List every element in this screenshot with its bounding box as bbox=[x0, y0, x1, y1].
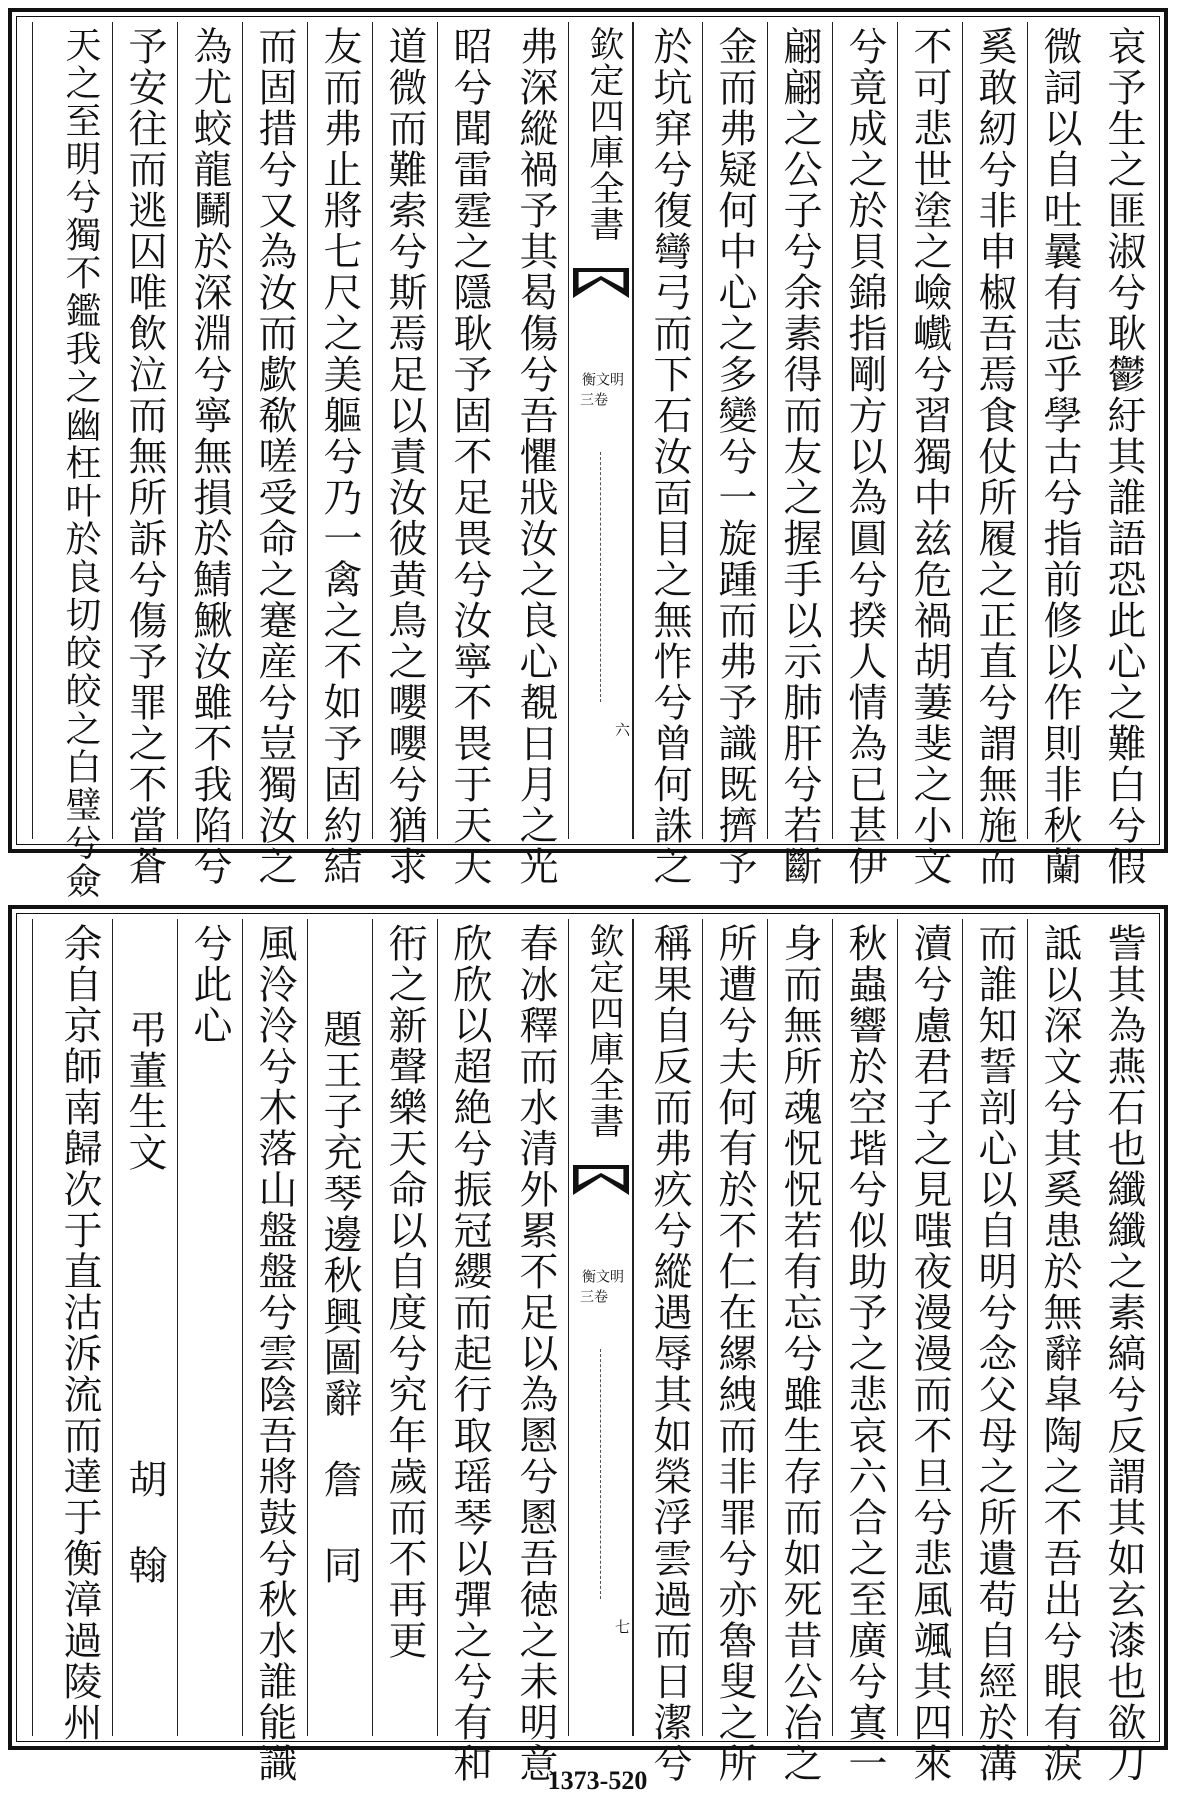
fold-divider bbox=[600, 1349, 601, 1599]
essay-title: 弔董生文 bbox=[122, 1009, 167, 1173]
text-column bbox=[437, 919, 502, 1784]
fold-divider bbox=[600, 452, 601, 702]
text-column bbox=[702, 919, 767, 1784]
book-name: 明文衡 bbox=[580, 372, 624, 386]
text-column bbox=[32, 919, 112, 1743]
text-column bbox=[1027, 919, 1092, 1784]
text-column bbox=[962, 919, 1027, 1784]
center-fold bbox=[568, 22, 634, 839]
column-text: 道微而難索兮斯焉足以責汝彼黄鳥之嚶嚶兮猶求 bbox=[382, 26, 427, 887]
column-text: 稱果自反而弗疚兮縱遇辱其如榮浮雲過而日潔兮 bbox=[647, 923, 692, 1784]
column-text: 金而弗疑何中心之多變兮一旋踵而弗予識既擠予 bbox=[712, 26, 757, 887]
column-text: 風泠泠兮木落山盤盤兮雲陰吾將鼓兮秋水誰能識 bbox=[252, 923, 297, 1784]
volume-label: 卷三 bbox=[578, 1289, 608, 1303]
column-text: 春冰釋而水清外累不足以為慁兮慁吾徳之未明意 bbox=[513, 923, 558, 1784]
column-text: 欣欣以超絶兮振冠纓而起行取瑶琴以彈之兮有和 bbox=[447, 923, 492, 1784]
column-text: 翩翩之公子兮余素得而友之握手以示肺肝兮若斷 bbox=[777, 26, 822, 887]
essay-title-column bbox=[307, 919, 372, 1736]
text-column bbox=[372, 919, 437, 1736]
column-text: 兮竟成之於貝錦指剛方以為圓兮揆人情為已甚伊 bbox=[842, 26, 887, 887]
column-text: 詆以深文兮其奚患於無辭皐陶之不吾出兮眼有淚 bbox=[1037, 923, 1082, 1784]
fishtail-ornament bbox=[573, 268, 629, 298]
essay-title: 題王子充琴邊秋興圖辭 bbox=[317, 1009, 362, 1419]
column-text: 弗深縱禍予其曷傷兮吾懼戕汝之良心覩日月之光 bbox=[513, 26, 558, 887]
fold-page-number: 七 bbox=[613, 1619, 631, 1634]
text-column bbox=[767, 22, 832, 887]
column-text: 予安往而逃囚唯飲泣而無所訴兮傷予罪之不當蒼 bbox=[122, 26, 167, 887]
text-column bbox=[832, 919, 897, 1784]
essay-title-column bbox=[112, 919, 177, 1736]
column-text: 奚敢紉兮非申椒吾焉食仗所履之正直兮謂無施而 bbox=[972, 26, 1017, 887]
text-column bbox=[502, 22, 568, 887]
page-code: 1373-520 bbox=[547, 1766, 648, 1795]
column-text: 天之至明兮獨不鑑我之幽枉叶於良切皎皎之白璧兮僉 bbox=[60, 26, 101, 900]
text-column bbox=[632, 22, 702, 887]
fishtail-ornament bbox=[573, 1165, 629, 1195]
column-text: 身而無所魂怳怳若有忘兮雖生存而如死昔公冶之 bbox=[777, 923, 822, 1784]
text-column bbox=[242, 919, 307, 1784]
column-text: 而固措兮又為汝而歔欷嗟受命之蹇産兮豈獨汝之 bbox=[252, 26, 297, 887]
text-column bbox=[242, 22, 307, 887]
upper-page bbox=[8, 8, 1168, 900]
column-text: 昭兮聞雷霆之隱耿予固不足畏兮汝寧不畏于天天 bbox=[447, 26, 492, 887]
column-text: 微詞以自吐曩有志乎學古兮指前修以作則非秋蘭 bbox=[1037, 26, 1082, 887]
column-text: 為尤蛟龍鬭於深淵兮寧無損於鯖鰍汝雖不我陷兮 bbox=[187, 26, 232, 887]
text-column bbox=[1092, 919, 1156, 1784]
column-text: 訾其為燕石也纖纖之素縞兮反謂其如玄漆也欲刀 bbox=[1101, 923, 1146, 1784]
text-column bbox=[177, 22, 242, 887]
volume-label: 卷三 bbox=[578, 392, 608, 406]
column-text: 而誰知誓剖心以自明兮念父母之所遺苟自經於溝 bbox=[972, 923, 1017, 1784]
book-name: 明文衡 bbox=[580, 1269, 624, 1283]
book-title: 欽定四庫全書 bbox=[584, 26, 624, 242]
text-column bbox=[372, 22, 437, 887]
column-text: 於坑穽兮復彎弓而下石汝靣目之無怍兮曾何誅之 bbox=[647, 26, 692, 887]
column-text: 友而弗止將七尺之美軀兮乃一禽之不如予固約結 bbox=[317, 26, 362, 887]
column-text: 不可悲世塗之嶮巇兮習獨中兹危禍胡萋斐之小文 bbox=[907, 26, 952, 887]
text-column bbox=[702, 22, 767, 887]
text-column bbox=[632, 919, 702, 1784]
text-column bbox=[177, 919, 242, 1736]
column-text: 哀予生之匪淑兮耿鬱紆其誰語恐此心之難白兮假 bbox=[1101, 26, 1146, 887]
text-column bbox=[1092, 22, 1156, 887]
column-text: 衎之新聲樂天命以自度兮究年歲而不再更 bbox=[382, 923, 427, 1661]
text-column bbox=[897, 22, 962, 887]
text-column bbox=[1027, 22, 1092, 887]
author-name: 詹 同 bbox=[317, 1459, 362, 1588]
fold-page-number: 六 bbox=[613, 722, 631, 737]
column-text: 所遭兮夫何有於不仁在縲絏而非罪兮亦魯叟之所 bbox=[712, 923, 757, 1784]
text-column bbox=[962, 22, 1027, 887]
text-column bbox=[502, 919, 568, 1784]
author-name: 胡 翰 bbox=[122, 1459, 167, 1588]
text-column bbox=[32, 22, 112, 900]
text-column bbox=[767, 919, 832, 1784]
text-column bbox=[437, 22, 502, 887]
column-text: 秋蟲響於空堦兮似助予之悲哀六合之至廣兮寘一 bbox=[842, 923, 887, 1784]
text-column bbox=[897, 919, 962, 1784]
center-fold bbox=[568, 919, 634, 1736]
text-column bbox=[832, 22, 897, 887]
column-text: 兮此心 bbox=[187, 923, 232, 1046]
column-text: 瀆兮慮君子之見嗤夜漫漫而不旦兮悲風颯其四來 bbox=[907, 923, 952, 1784]
column-text: 余自京師南歸次于直沽泝流而達于衡漳過陵州 bbox=[57, 923, 102, 1743]
book-title: 欽定四庫全書 bbox=[584, 923, 624, 1139]
text-column bbox=[307, 22, 372, 887]
text-column bbox=[112, 22, 177, 887]
